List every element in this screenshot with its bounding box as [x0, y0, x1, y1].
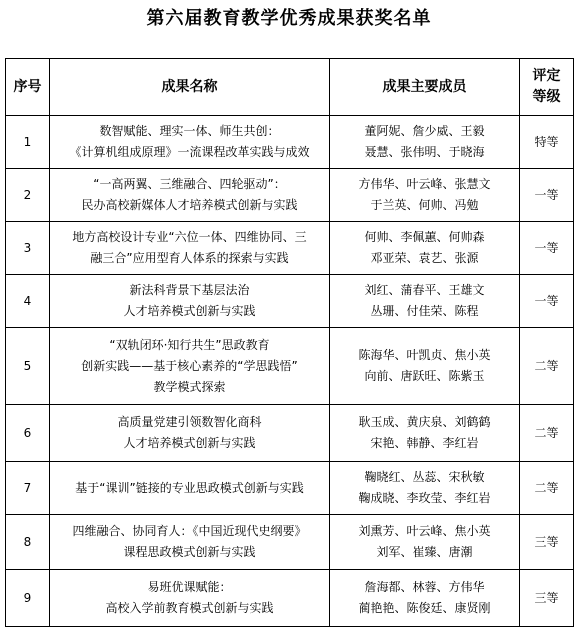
row-members	[330, 462, 520, 515]
row-members	[330, 275, 520, 328]
row-grade: 二等	[520, 462, 574, 515]
row-grade: 二等	[520, 405, 574, 462]
header-seq: 序号	[6, 59, 50, 116]
table-row	[6, 116, 574, 169]
row-members-line: 邓亚荣、袁艺、张源	[370, 251, 479, 265]
row-seq: 9	[6, 570, 50, 627]
row-name	[50, 222, 330, 275]
table-row	[6, 515, 574, 570]
row-name-line: 人才培养模式创新与实践	[123, 304, 256, 318]
row-grade: 一等	[520, 169, 574, 222]
row-name	[50, 515, 330, 570]
row-grade: 一等	[520, 222, 574, 275]
table-row	[6, 328, 574, 405]
row-name	[50, 405, 330, 462]
row-name	[50, 328, 330, 405]
row-members-line: 聂慧、张伟明、于晓海	[364, 145, 485, 159]
row-members-line: 詹海都、林蓉、方伟华	[364, 580, 485, 594]
row-grade: 三等	[520, 515, 574, 570]
table-row	[6, 570, 574, 627]
header-members: 成果主要成员	[330, 59, 520, 116]
row-name-line: 民办高校新媒体人才培养模式创新与实践	[81, 198, 298, 212]
row-name	[50, 462, 330, 515]
header-grade	[520, 59, 574, 116]
row-name-line: 融三合”应用型育人体系的探索与实践	[90, 251, 289, 265]
table-row	[6, 405, 574, 462]
table-header-row	[6, 59, 574, 116]
table-row	[6, 222, 574, 275]
row-name	[50, 169, 330, 222]
document-title: 第六届教育教学优秀成果获奖名单	[146, 8, 432, 29]
row-members	[330, 515, 520, 570]
row-name-line: 人才培养模式创新与实践	[123, 436, 256, 450]
header-grade-line1: 评定	[532, 68, 561, 84]
row-name-line: 易班优课赋能：	[147, 580, 232, 594]
row-grade: 一等	[520, 275, 574, 328]
row-name	[50, 116, 330, 169]
row-name-line: 创新实践——基于核心素养的“学思践悟”	[81, 358, 298, 373]
row-name-line: 四维融合、协同育人：《中国近现代史纲要》	[72, 524, 307, 538]
row-members	[330, 116, 520, 169]
row-members-line: 陈海华、叶凯贞、焦小英	[358, 348, 491, 362]
row-name	[50, 275, 330, 328]
row-members	[330, 328, 520, 405]
row-grade: 三等	[520, 570, 574, 627]
row-name-line: 高校入学前教育模式创新与实践	[105, 601, 274, 615]
table-row	[6, 275, 574, 328]
row-seq: 1	[6, 116, 50, 169]
row-seq: 4	[6, 275, 50, 328]
row-members-line: 向前、唐跃旺、陈紫玉	[364, 369, 485, 383]
row-name-line: 《计算机组成原理》一流课程改革实践与成效	[69, 145, 310, 159]
row-grade: 特等	[520, 116, 574, 169]
row-members-line: 宋艳、韩静、李红岩	[370, 436, 479, 450]
row-members-line: 鞠成晓、李玫莹、李红岩	[358, 491, 491, 505]
award-table	[5, 58, 574, 627]
row-name-line: “一高两翼、三维融合、四轮驱动”：	[93, 177, 286, 191]
row-members-line: 于兰英、何帅、冯勉	[370, 198, 479, 212]
row-name-line: 教学模式探索	[153, 379, 226, 394]
table-row	[6, 462, 574, 515]
row-seq: 3	[6, 222, 50, 275]
table-row	[6, 169, 574, 222]
row-members	[330, 169, 520, 222]
row-seq: 7	[6, 462, 50, 515]
row-members-line: 刘军、崔臻、唐潮	[376, 545, 473, 559]
row-members-line: 方伟华、叶云峰、张慧文	[358, 177, 491, 191]
row-name-line: 数智赋能、理实一体、师生共创：	[99, 124, 280, 138]
row-name-line: 地方高校设计专业“六位一体、四维协同、三	[72, 230, 307, 244]
row-members-line: 刘红、蒲春平、王雄文	[364, 283, 485, 297]
row-members	[330, 222, 520, 275]
row-seq: 8	[6, 515, 50, 570]
row-seq: 2	[6, 169, 50, 222]
row-name	[50, 570, 330, 627]
row-members-line: 何帅、李佩蕙、何帅森	[364, 230, 485, 244]
row-grade: 二等	[520, 328, 574, 405]
row-name-line: 课程思政模式创新与实践	[123, 545, 256, 559]
row-seq: 5	[6, 328, 50, 405]
row-name-line: 基于“课训”链接的专业思政模式创新与实践	[75, 480, 304, 495]
row-members-line: 耿玉成、黄庆泉、刘鹤鹤	[358, 415, 491, 429]
header-grade-line2: 等级	[532, 89, 561, 105]
row-name-line: “双轨闭环·知行共生”思政教育	[109, 337, 270, 352]
row-name-line: 新法科背景下基层法治	[129, 283, 250, 297]
row-members	[330, 570, 520, 627]
row-members	[330, 405, 520, 462]
row-name-line: 高质量党建引领数智化商科	[117, 415, 262, 429]
row-seq: 6	[6, 405, 50, 462]
row-members-line: 蔺艳艳、陈俊廷、康贤刚	[358, 601, 491, 615]
row-members-line: 董阿妮、詹少威、王毅	[364, 124, 485, 138]
row-members-line: 刘熏芳、叶云峰、焦小英	[358, 524, 491, 538]
row-members-line: 鞠晓红、丛蕊、宋秋敏	[364, 470, 485, 484]
header-name: 成果名称	[50, 59, 330, 116]
row-members-line: 丛珊、付佳荣、陈程	[370, 304, 479, 318]
